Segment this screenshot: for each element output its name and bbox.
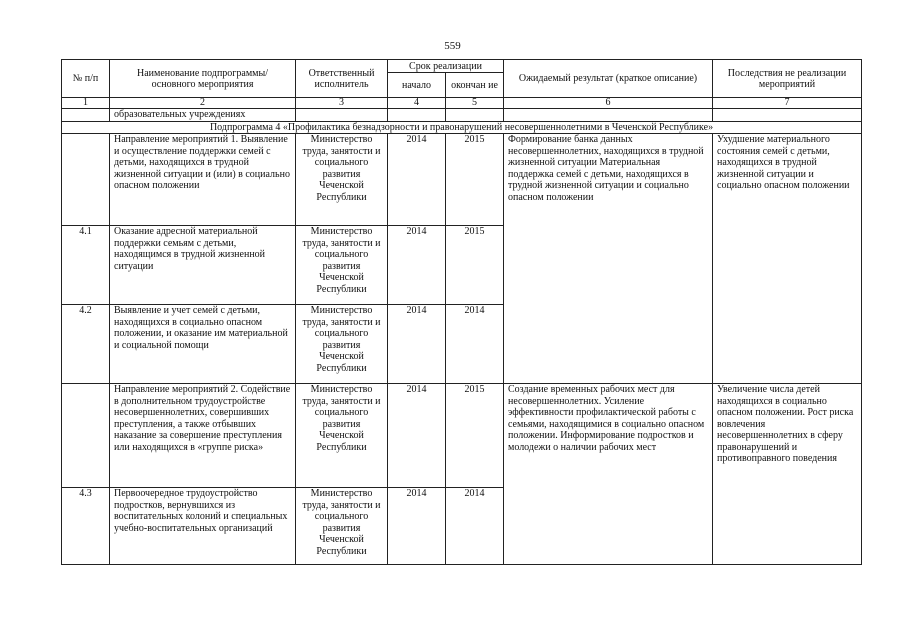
row-responsible: Министерство труда, занятости и социального развития Чеченской Республики	[296, 384, 388, 488]
table-row	[62, 384, 862, 488]
row-name: Выявление и учет семей с детьми, находящихся в социально опасном положении, и оказание им материальной и социальной помощи	[110, 305, 296, 384]
col-index: 2	[110, 98, 296, 109]
row-name: Направление мероприятий 2. Содействие в дополнительном трудоустройстве несовершеннолетних, совершивших преступления, а также отбывших наказание за совершение преступления или находящихся в «группе риска»	[110, 384, 296, 488]
row-num: 4.2	[62, 305, 110, 384]
row-end: 2014	[446, 488, 504, 565]
header-start: начало	[388, 73, 446, 98]
row-num: 4.1	[62, 226, 110, 305]
row-responsible: Министерство труда, занятости и социального развития Чеченской Республики	[296, 134, 388, 226]
group-consequences: Увеличение числа детей находящихся в социально опасном положении. Рост риска вовлечения несовершеннолетних в сферу правонарушений и противоправного поведения	[713, 384, 862, 565]
header-end: окончан ие	[446, 73, 504, 98]
group-consequences: Ухудшение материального состояния семей с детьми, находящихся в трудной жизненной ситуации и социально опасном положении	[713, 134, 862, 384]
row-end: 2015	[446, 384, 504, 488]
col-index: 1	[62, 98, 110, 109]
row-name: Оказание адресной материальной поддержки семьям с детьми, находящимся в трудной жизненной ситуации	[110, 226, 296, 305]
col-index: 3	[296, 98, 388, 109]
continuation-text: образовательных учреждениях	[110, 109, 296, 122]
group-result: Формирование банка данных несовершеннолетних, находящихся в трудной жизненной ситуации Материальная поддержка семей с детьми, находящихся в трудной жизненной ситуации и социально опасном положении	[504, 134, 713, 384]
header-period: Срок реализации	[388, 60, 504, 73]
table-row	[62, 134, 862, 226]
program-table	[61, 59, 862, 565]
col-index: 6	[504, 98, 713, 109]
row-num	[62, 134, 110, 226]
row-start: 2014	[388, 226, 446, 305]
header-consequences: Последствия не реализации мероприятий	[713, 60, 862, 98]
col-index: 4	[388, 98, 446, 109]
header-name: Наименование подпрограммы/ основного мероприятия	[110, 60, 296, 98]
row-end: 2014	[446, 305, 504, 384]
group-result: Создание временных рабочих мест для несовершеннолетних. Усиление эффективности профилактической работы с семьями, находящимися в социально опасном положении. Информирование подростков и молодежи о наличии рабочих мест	[504, 384, 713, 565]
row-start: 2014	[388, 488, 446, 565]
row-num: 4.3	[62, 488, 110, 565]
row-responsible: Министерство труда, занятости и социального развития Чеченской Республики	[296, 305, 388, 384]
row-start: 2014	[388, 384, 446, 488]
row-name: Направление мероприятий 1. Выявление и осуществление поддержки семей с детьми, находящихся в трудной жизненной ситуации и (или) в социально опасном положении	[110, 134, 296, 226]
header-num: № п/п	[62, 60, 110, 98]
header-result: Ожидаемый результат (краткое описание)	[504, 60, 713, 98]
page-number: 559	[444, 40, 461, 52]
row-responsible: Министерство труда, занятости и социального развития Чеченской Республики	[296, 488, 388, 565]
col-index: 5	[446, 98, 504, 109]
row-responsible: Министерство труда, занятости и социального развития Чеченской Республики	[296, 226, 388, 305]
row-num	[62, 384, 110, 488]
col-index: 7	[713, 98, 862, 109]
subprogram-title: Подпрограмма 4 «Профилактика безнадзорности и правонарушений несовершеннолетними в Чеченской Республике»	[62, 121, 862, 134]
row-end: 2015	[446, 226, 504, 305]
row-name: Первоочередное трудоустройство подростков, вернувшихся из воспитательных колоний и специальных учебно-воспитательных организаций	[110, 488, 296, 565]
row-end: 2015	[446, 134, 504, 226]
header-responsible: Ответственный исполнитель	[296, 60, 388, 98]
row-start: 2014	[388, 134, 446, 226]
row-start: 2014	[388, 305, 446, 384]
